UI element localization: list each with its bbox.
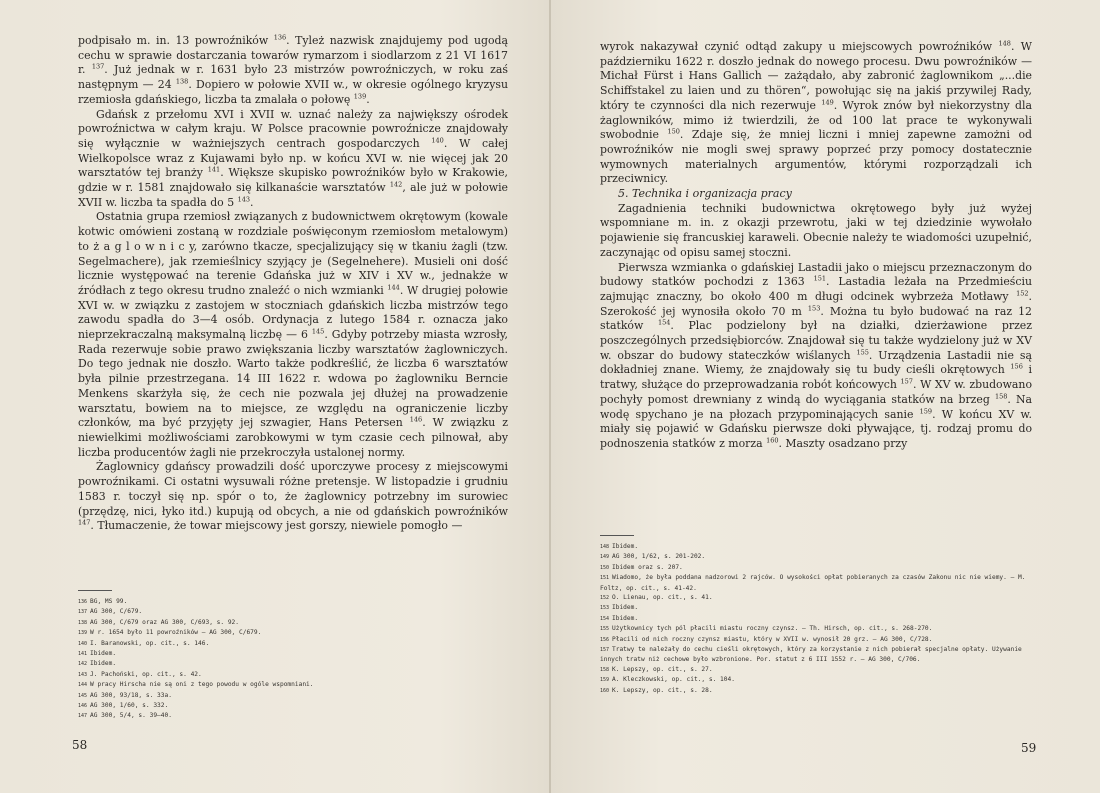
footnote-text: Płacili od nich roczny czynsz miastu, który w XVII w. wynosił 20 grz. — AG 300, C/728.: [612, 635, 933, 643]
footnote-text: Wiadomo, że była poddana nadzorowi 2 rajców. O wysokości opłat pobieranych za czasów Zakonu nic nie wiemy. — M. Foltz, op. cit., s. 41-42.: [600, 574, 1030, 592]
footnote-text: AG 300, 5/4, s. 39—40.: [90, 712, 172, 720]
body-paragraph: wyrok nakazywał czynić odtąd zakupy u miejscowych powroźników $^{148}$. W październiku 1622 r. doszło jednak do nowego procesu. Dwu powroźników — Michał Fürst i Hans Gallich — zażądało, aby zabronić żaglownikom „...die Schiffstakel zu laien und zu thören“, powołując się na jakiś przywilej Rady, który te czynności dla nich rezerwuje $^{149}$. Wyrok znów był niekorzystny dla żaglowników, mimo iż twierdzili, że od 100 lat prace te wykonywali swobodnie $^{150}$. Zdaje się, że mniej liczni i mniej zapewne zamożni od powroźników nie mogli swej sprawy poprzeć przy pomocy dostatecznie wymownych materialnych argumentów, którymi rozporządzali ich przeciwnicy.: [600, 39, 1032, 186]
footnote: [78, 670, 508, 680]
footnote-number: 147: [78, 713, 88, 720]
footnote-text: Ibidem.: [612, 543, 639, 550]
footnote-number: 136: [78, 599, 88, 605]
footnote-text: BG, MS 99.: [90, 598, 128, 605]
footnote: [78, 607, 508, 617]
footnote-number: 151: [600, 575, 610, 582]
footnote-text: W pracy Hirscha nie są oni z tego powodu w ogóle wspomniani.: [90, 681, 314, 689]
footnote-number: 146: [78, 703, 88, 710]
footnote-number: 150: [600, 564, 610, 571]
body-paragraph: Zagadnienia techniki budownictwa okrętowego były już wyżej wspomniane m. in. z okazji przewrotu, jaki w tej dziedzinie wywołało pojawienie się francuskiej karaweli. Obecnie należy te wiadomości uzupełnić, zaczynając od opisu samej stoczni.: [600, 201, 1032, 259]
footnote: [600, 593, 1032, 603]
footnote-number: 156: [600, 636, 610, 643]
footnote-text: Tratwy te należały do cechu cieśli okrętowych, który za korzystanie z nich pobierał specjalne opłaty. Używanie innych tratw niż cechowe było wzbronione. Por. statut z 6 III 1552 r. — AG 300, C/706.: [600, 646, 1026, 664]
left-page: [0, 0, 549, 793]
footnote: [78, 639, 508, 649]
footnote: [600, 645, 1032, 665]
footnote: [78, 597, 508, 607]
footnote-number: 157: [600, 647, 610, 654]
footnote-text: J. Pachoński, op. cit., s. 42.: [90, 670, 202, 678]
footnote-text: Ibidem.: [612, 614, 639, 622]
footnote: [78, 649, 508, 659]
footnote-number: 159: [600, 677, 610, 684]
footnote-text: Ibidem.: [612, 604, 639, 612]
footnote-number: 148: [600, 544, 610, 550]
footnote: [600, 573, 1032, 593]
footnote-text: Ibidem.: [90, 650, 117, 658]
footnote-number: 155: [600, 626, 610, 633]
footnote-text: Użytkownicy tych pól płacili miastu roczny czynsz. — Th. Hirsch, op. cit., s. 268-270.: [612, 625, 933, 633]
footnote-rule: [78, 590, 112, 591]
footnote-number: 158: [600, 666, 610, 673]
footnote-number: 142: [78, 661, 88, 668]
footnote-text: AG 300, C/679.: [90, 608, 143, 616]
footnote: [600, 635, 1032, 645]
footnote: [78, 711, 508, 721]
footnote-number: 141: [78, 651, 88, 658]
right-paragraphs-before: [600, 40, 1032, 187]
footnote: [600, 552, 1032, 562]
footnote: [600, 624, 1032, 634]
right-page-body: [600, 40, 1032, 452]
footnote: [600, 675, 1032, 685]
page-number: 59: [1021, 741, 1037, 755]
footnote-number: 153: [600, 605, 610, 612]
footnote: [78, 628, 508, 638]
left-footnotes: [78, 597, 508, 722]
footnote-text: O. Lienau, op. cit., s. 41.: [612, 594, 713, 602]
footnote-text: W r. 1654 było 11 powroźników — AG 300, C/679.: [90, 629, 262, 637]
body-paragraph: Żaglownicy gdańscy prowadzili dość uporczywe procesy z miejscowymi powroźnikami. Ci ostatni wysuwali różne pretensje. W listopadzie i grudniu 1583 r. toczył się np. spór o to, że żaglownicy potrzebny im surowiec (przędzę, nici, łyko itd.) kupują od obcych, a nie od gdańskich powroźników $^{147}$. Tłumaczenie, że towar miejscowy jest gorszy, niewiele pomogło —: [78, 460, 508, 533]
left-page-body: [78, 34, 508, 534]
footnote-text: I. Baranowski, op. cit., s. 146.: [90, 639, 210, 647]
footnote: [78, 659, 508, 669]
right-footnotes: [600, 542, 1032, 696]
footnote-number: 160: [600, 687, 610, 694]
body-paragraph: Pierwsza wzmianka o gdańskiej Lastadii jako o miejscu przeznaczonym do budowy statków pochodzi z 1363 $^{151}$. Lastadia leżała na Przedmieściu zajmując znaczny, bo około 400 m długi odcinek wybrzeża Motławy $^{152}$. Szerokość jej wynosiła około 70 m $^{153}$. Można tu było budować na raz 12 statków $^{154}$. Plac podzielony był na działki, dzierżawione przez poszczególnych przedsiębiorców. Znajdował się tu także wydzielony już w XV w. obszar do budowy stateczków wiślanych $^{155}$. Urządzenia Lastadii nie są dokładniej znane. Wiemy, że znajdowały się tu budy cieśli okrętowych $^{156}$ i tratwy, służące do przeprowadzania robót końcowych $^{157}$. W XV w. zbudowano pochyły pomost drewniany z windą do wyciągania statków na brzeg $^{158}$. Na wodę spychano je na płozach przypominających sanie $^{159}$. W końcu XV w. miały się pojawić w Gdańsku pierwsze doki pływające, tj. rodzaj promu do podnoszenia statków z morza $^{160}$. Maszty osadzano przy: [600, 260, 1033, 450]
footnote: [600, 686, 1032, 696]
body-paragraph: podpisało m. in. 13 powroźników $^{136}$. Tyleż nazwisk znajdujemy pod ugodą cechu w sprawie dostarczania towarów rymarzom i siodlarzom z 21 VI 1617 r. $^{137}$. Już jednak w r. 1631 było 23 mistrzów powroźniczych, w roku zaś następnym — 24 $^{138}$. Dopiero w połowie XVII w., w okresie ogólnego kryzysu rzemiosła gdańskiego, liczba ta zmalała o połowę $^{139}$.: [78, 33, 508, 106]
footnote-text: AG 300, 1/60, s. 332.: [90, 702, 169, 710]
footnote-text: Ibidem.: [90, 660, 117, 668]
footnote-number: 154: [600, 615, 610, 622]
footnote-text: A. Kleczkowski, op. cit., s. 104.: [612, 676, 735, 684]
footnote-number: 149: [600, 554, 610, 561]
footnote: [78, 701, 508, 711]
right-paragraphs-after: [600, 202, 1032, 452]
footnote-text: AG 300, 1/62, s. 201-202.: [612, 553, 706, 561]
footnote: [78, 618, 508, 628]
footnote-number: 137: [78, 609, 88, 616]
footnote-number: 152: [600, 595, 610, 602]
body-paragraph: Ostatnia grupa rzemiosł związanych z budownictwem okrętowym (kowale kotwic omówieni zostaną w rozdziale poświęconym rzemiosłom metalowym) to ż a g l o w n i c y, zarówno tkacze, specjalizujący się w tkaniu żagli (tzw. Segelmachere), jak rzemieślnicy szyjący je (Segelnehere). Musieli oni dość licznie występować na terenie Gdańska już w XIV i XV w., jednakże w źródłach z tego okresu trudno znaleźć o nich wzmianki $^{144}$. W drugiej połowie XVI w. w związku z zastojem w stoczniach gdańskich liczba mistrzów tego zawodu spadła do 3—4 osób. Ordynacja z lutego 1584 r. oznacza jako nieprzekraczalną maksymalną liczbę — 6 $^{145}$. Gdyby potrzeby miasta wzrosły, Rada rezerwuje sobie prawo zwiększania liczby warsztatów żaglowniczych. Do tego jednak nie doszło. Warto także podkreślić, że liczba 6 warsztatów była pilnie przestrzegana. 14 III 1622 r. wdowa po żaglowniku Berncie Menkens skarżyła się, że cech nie pozwala jej dłużej na prowadzenie warsztatu, bowiem na to miejsce, ze względu na ograniczenie liczby członków, ma być przyjęty jej szwagier, Hans Petersen $^{146}$. W związku z niewielkimi możliwościami zarobkowymi w tym czasie cech pilnował, aby liczba producentów żagli nie przekroczyła ustalonej normy.: [78, 210, 509, 459]
right-page: [551, 0, 1100, 793]
section-title: 5. Technika i organizacja pracy: [618, 187, 792, 201]
footnote-number: 144: [78, 682, 88, 689]
footnote-number: 140: [78, 640, 88, 647]
footnote: [600, 614, 1032, 624]
footnote-number: 139: [78, 630, 88, 637]
footnote-number: 143: [78, 671, 88, 678]
footnote-text: K. Lepszy, op. cit., s. 27.: [612, 665, 713, 673]
footnote: [600, 542, 1032, 552]
footnote: [78, 691, 508, 701]
footnote-number: 138: [78, 619, 88, 626]
footnote-text: AG 300, 93/18, s. 33a.: [90, 691, 172, 699]
footnote-text: Ibidem oraz s. 207.: [612, 563, 683, 571]
footnote: [600, 563, 1032, 573]
footnote-rule: [600, 535, 634, 536]
footnote-number: 145: [78, 692, 88, 699]
footnote-text: K. Lepszy, op. cit., s. 28.: [612, 686, 713, 694]
footnote: [600, 603, 1032, 613]
body-paragraph: Gdańsk z przełomu XVI i XVII w. uznać należy za największy ośrodek powroźnictwa w całym kraju. W Polsce pracownie powroźnicze znajdowały się wyłącznie w ważniejszych centrach gospodarczych $^{140}$. W całej Wielkopolsce wraz z Kujawami było np. w końcu XVI w. nie więcej jak 20 warsztatów tej branży $^{141}$. Większe skupisko powroźników było w Krakowie, gdzie w r. 1581 znajdowało się kilkanaście warsztatów $^{142}$, ale już w połowie XVII w. liczba ta spadła do 5 $^{143}$.: [78, 107, 509, 209]
footnote: [600, 665, 1032, 675]
page-number: 58: [72, 738, 88, 752]
footnote: [78, 680, 508, 690]
footnote-text: AG 300, C/679 oraz AG 300, C/693, s. 92.: [90, 618, 240, 626]
